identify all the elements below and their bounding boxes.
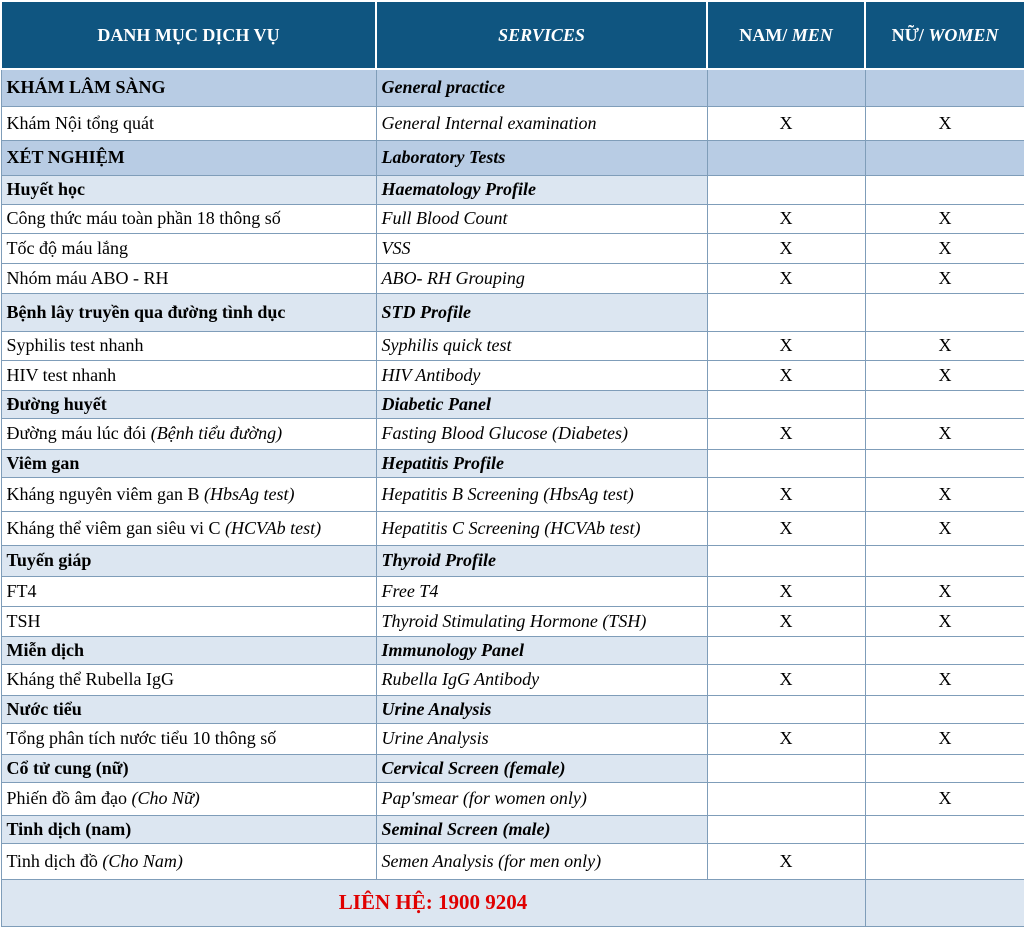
service-women-mark: X xyxy=(865,782,1024,815)
service-women-mark: X xyxy=(865,477,1024,511)
service-vn-note: (HCVAb test) xyxy=(224,517,322,538)
subcategory-women-cell xyxy=(865,545,1024,576)
subcategory-women-cell xyxy=(865,449,1024,477)
subcategory-en: Urine Analysis xyxy=(376,695,707,723)
service-women-mark: X xyxy=(865,664,1024,695)
subcategory-women-cell xyxy=(865,175,1024,204)
service-vn-label: Tốc độ máu lắng xyxy=(6,237,128,258)
subcategory-en: STD Profile xyxy=(376,293,707,331)
service-en: Hepatitis C Screening (HCVAb test) xyxy=(376,511,707,545)
subcategory-men-cell xyxy=(707,815,865,843)
service-en: Semen Analysis (for men only) xyxy=(376,843,707,879)
subcategory-en: Seminal Screen (male) xyxy=(376,815,707,843)
contact-hotline: LIÊN HỆ: 1900 9204 xyxy=(1,879,865,926)
category-women-cell xyxy=(865,69,1024,106)
subcategory-en: Thyroid Profile xyxy=(376,545,707,576)
service-vn-label: TSH xyxy=(6,610,41,631)
category-men-cell xyxy=(707,69,865,106)
service-women-mark: X xyxy=(865,360,1024,390)
service-en: HIV Antibody xyxy=(376,360,707,390)
header-row xyxy=(1,1,1024,69)
subcategory-women-cell xyxy=(865,695,1024,723)
service-row xyxy=(1,204,1024,233)
service-women-mark: X xyxy=(865,576,1024,606)
service-women-mark: X xyxy=(865,331,1024,360)
service-row xyxy=(1,331,1024,360)
subcategory-women-cell xyxy=(865,390,1024,418)
header-men xyxy=(707,1,865,69)
subcategory-vn: Đường huyết xyxy=(1,390,376,418)
service-vn-label: Nhóm máu ABO - RH xyxy=(6,267,169,288)
subcategory-row xyxy=(1,449,1024,477)
service-vn xyxy=(1,576,376,606)
subcategory-en: Diabetic Panel xyxy=(376,390,707,418)
service-men-mark: X xyxy=(707,418,865,449)
subcategory-row xyxy=(1,636,1024,664)
service-vn xyxy=(1,843,376,879)
subcategory-men-cell xyxy=(707,449,865,477)
subcategory-vn: Viêm gan xyxy=(1,449,376,477)
subcategory-vn: Tuyến giáp xyxy=(1,545,376,576)
service-en: VSS xyxy=(376,233,707,263)
header-services-en: SERVICES xyxy=(376,1,707,69)
service-row xyxy=(1,843,1024,879)
service-women-mark: X xyxy=(865,723,1024,754)
category-vn: KHÁM LÂM SÀNG xyxy=(1,69,376,106)
service-vn-label: Phiến đồ âm đạo xyxy=(6,788,132,808)
category-men-cell xyxy=(707,140,865,175)
subcategory-row xyxy=(1,293,1024,331)
service-row xyxy=(1,360,1024,390)
subcategory-women-cell xyxy=(865,815,1024,843)
service-men-mark: X xyxy=(707,360,865,390)
service-vn-label: Kháng thể viêm gan siêu vi C xyxy=(6,517,225,538)
service-vn-note: (HbsAg test) xyxy=(203,483,295,504)
subcategory-en: Haematology Profile xyxy=(376,175,707,204)
footer-blank-cell xyxy=(865,879,1024,926)
service-en: Full Blood Count xyxy=(376,204,707,233)
service-vn xyxy=(1,418,376,449)
subcategory-men-cell xyxy=(707,636,865,664)
subcategory-row xyxy=(1,175,1024,204)
header-services-vn: DANH MỤC DỊCH VỤ xyxy=(1,1,376,69)
subcategory-vn: Nước tiểu xyxy=(1,695,376,723)
header-men-en: MEN xyxy=(791,24,833,45)
service-en: Pap'smear (for women only) xyxy=(376,782,707,815)
subcategory-vn: Huyết học xyxy=(1,175,376,204)
service-vn-label: Khám Nội tổng quát xyxy=(6,112,154,133)
service-row xyxy=(1,664,1024,695)
service-vn xyxy=(1,477,376,511)
service-women-mark xyxy=(865,843,1024,879)
service-row xyxy=(1,477,1024,511)
service-row xyxy=(1,511,1024,545)
subcategory-vn: Miễn dịch xyxy=(1,636,376,664)
subcategory-men-cell xyxy=(707,293,865,331)
subcategory-men-cell xyxy=(707,754,865,782)
service-men-mark: X xyxy=(707,263,865,293)
subcategory-vn: Cổ tử cung (nữ) xyxy=(1,754,376,782)
service-men-mark: X xyxy=(707,204,865,233)
header-men-vn: NAM/ xyxy=(739,24,792,45)
service-men-mark: X xyxy=(707,664,865,695)
services-body xyxy=(1,69,1024,879)
subcategory-men-cell xyxy=(707,695,865,723)
service-en: Fasting Blood Glucose (Diabetes) xyxy=(376,418,707,449)
subcategory-en: Cervical Screen (female) xyxy=(376,754,707,782)
subcategory-en: Immunology Panel xyxy=(376,636,707,664)
service-vn-label: HIV test nhanh xyxy=(6,364,117,385)
service-row xyxy=(1,418,1024,449)
service-men-mark: X xyxy=(707,723,865,754)
service-women-mark: X xyxy=(865,263,1024,293)
category-row xyxy=(1,69,1024,106)
service-vn xyxy=(1,664,376,695)
subcategory-men-cell xyxy=(707,390,865,418)
subcategory-vn: Tinh dịch (nam) xyxy=(1,815,376,843)
service-vn xyxy=(1,204,376,233)
service-men-mark: X xyxy=(707,576,865,606)
service-row xyxy=(1,263,1024,293)
subcategory-en: Hepatitis Profile xyxy=(376,449,707,477)
subcategory-women-cell xyxy=(865,636,1024,664)
service-row xyxy=(1,233,1024,263)
service-vn xyxy=(1,511,376,545)
service-en: Free T4 xyxy=(376,576,707,606)
header-women-en: WOMEN xyxy=(928,24,999,45)
service-en: Syphilis quick test xyxy=(376,331,707,360)
subcategory-men-cell xyxy=(707,175,865,204)
service-en: Thyroid Stimulating Hormone (TSH) xyxy=(376,606,707,636)
service-vn-label: Đường máu lúc đói xyxy=(6,423,151,443)
subcategory-vn: Bệnh lây truyền qua đường tình dục xyxy=(1,293,376,331)
service-women-mark: X xyxy=(865,511,1024,545)
service-vn-note: (Cho Nam) xyxy=(102,850,183,871)
service-vn-note: (Bệnh tiểu đường) xyxy=(150,423,283,443)
service-women-mark: X xyxy=(865,606,1024,636)
service-vn-note: (Cho Nữ) xyxy=(131,788,200,808)
footer-row xyxy=(1,879,1024,926)
service-row xyxy=(1,782,1024,815)
service-men-mark: X xyxy=(707,106,865,140)
subcategory-row xyxy=(1,815,1024,843)
service-men-mark: X xyxy=(707,233,865,263)
service-en: ABO- RH Grouping xyxy=(376,263,707,293)
service-en: General Internal examination xyxy=(376,106,707,140)
service-men-mark: X xyxy=(707,511,865,545)
service-vn-label: Công thức máu toàn phần 18 thông số xyxy=(6,208,281,228)
service-vn xyxy=(1,723,376,754)
subcategory-row xyxy=(1,695,1024,723)
subcategory-row xyxy=(1,754,1024,782)
service-men-mark: X xyxy=(707,331,865,360)
service-row xyxy=(1,106,1024,140)
service-row xyxy=(1,723,1024,754)
category-en: Laboratory Tests xyxy=(376,140,707,175)
subcategory-men-cell xyxy=(707,545,865,576)
service-women-mark: X xyxy=(865,106,1024,140)
category-row xyxy=(1,140,1024,175)
service-vn-label: Kháng nguyên viêm gan B xyxy=(6,483,204,504)
category-en: General practice xyxy=(376,69,707,106)
service-vn xyxy=(1,263,376,293)
category-women-cell xyxy=(865,140,1024,175)
subcategory-women-cell xyxy=(865,754,1024,782)
service-vn xyxy=(1,233,376,263)
service-vn xyxy=(1,782,376,815)
service-women-mark: X xyxy=(865,418,1024,449)
service-en: Hepatitis B Screening (HbsAg test) xyxy=(376,477,707,511)
subcategory-row xyxy=(1,545,1024,576)
service-row xyxy=(1,576,1024,606)
service-men-mark xyxy=(707,782,865,815)
service-men-mark: X xyxy=(707,843,865,879)
service-vn-label: Tổng phân tích nước tiểu 10 thông số xyxy=(6,728,277,748)
service-vn-label: FT4 xyxy=(6,580,37,601)
service-women-mark: X xyxy=(865,204,1024,233)
header-women-vn: NỮ/ xyxy=(891,24,929,45)
service-vn xyxy=(1,360,376,390)
subcategory-women-cell xyxy=(865,293,1024,331)
service-vn xyxy=(1,606,376,636)
service-vn-label: Kháng thể Rubella IgG xyxy=(6,669,174,689)
category-vn: XÉT NGHIỆM xyxy=(1,140,376,175)
header-women xyxy=(865,1,1024,69)
service-women-mark: X xyxy=(865,233,1024,263)
service-men-mark: X xyxy=(707,477,865,511)
service-men-mark: X xyxy=(707,606,865,636)
service-en: Urine Analysis xyxy=(376,723,707,754)
service-vn-label: Tinh dịch đồ xyxy=(6,850,103,871)
service-vn xyxy=(1,331,376,360)
service-en: Rubella IgG Antibody xyxy=(376,664,707,695)
subcategory-row xyxy=(1,390,1024,418)
service-row xyxy=(1,606,1024,636)
service-vn xyxy=(1,106,376,140)
service-vn-label: Syphilis test nhanh xyxy=(6,335,144,355)
